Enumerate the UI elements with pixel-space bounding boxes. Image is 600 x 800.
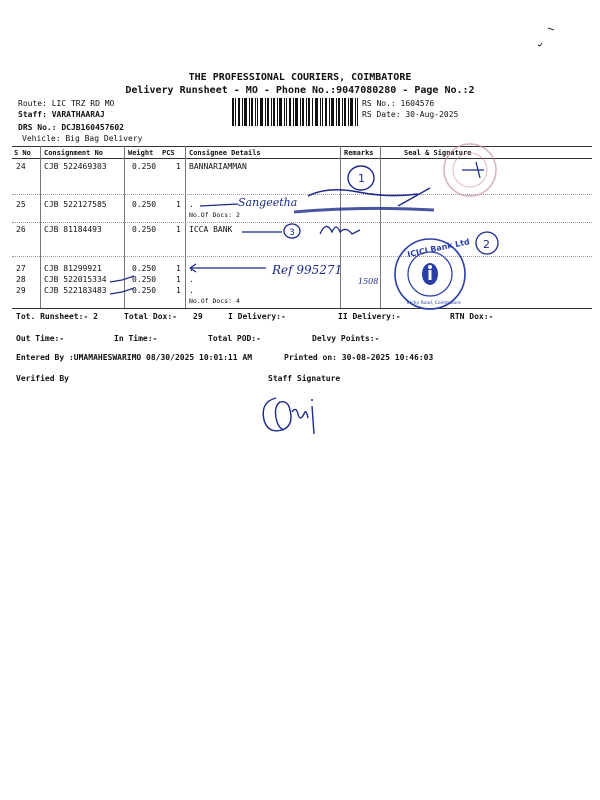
staff-signature-scribble — [258, 390, 328, 440]
drs-number: DRS No.: DCJB160457602 — [18, 123, 124, 132]
verified-by: Verified By — [16, 374, 69, 383]
row-consignment: CJB 522183483 — [44, 286, 107, 295]
runsheet-subtitle: Delivery Runsheet - MO - Phone No.:9047080280 - Page No.:2 — [125, 85, 475, 96]
row-sno: 24 — [16, 162, 26, 171]
row-weight: 0.250 — [132, 162, 157, 171]
row-sno: 28 — [16, 275, 26, 284]
col-seal: Seal & Signature — [404, 149, 472, 157]
row-weight: 0.250 — [132, 200, 157, 209]
col-weight: Weight — [128, 149, 154, 157]
rs-date: RS Date: 30-Aug-2025 — [362, 110, 459, 119]
row-consignment: CJB 522469303 — [44, 162, 107, 171]
row-sno: 27 — [16, 264, 26, 273]
row-docs-count: No.Of Docs: 2 — [189, 211, 240, 219]
row-pcs: 1 — [176, 286, 181, 295]
total-pod: Total POD:- — [208, 334, 261, 343]
seal-stamp-faint — [440, 140, 500, 200]
row-weight: 0.250 — [132, 275, 157, 284]
row26-handwriting — [238, 220, 378, 242]
row-sno: 25 — [16, 200, 26, 209]
route-label: Route: LIC TRZ RD MO — [18, 99, 115, 108]
in-time: In Time:- — [114, 334, 158, 343]
printed-on: Printed on: 30-08-2025 10:46:03 — [284, 353, 434, 362]
barcode — [232, 98, 358, 126]
col-remarks: Remarks — [344, 149, 374, 157]
row-weight: 0.250 — [132, 225, 157, 234]
row-pcs: 1 — [176, 200, 181, 209]
stamp-text: ICICI Bank Ltd — [406, 237, 471, 260]
mark-1-text: 1 — [358, 172, 365, 185]
vehicle-label: Vehicle: Big Bag Delivery — [22, 134, 143, 143]
col-consignment: Consignment No — [44, 149, 104, 157]
col-consignee: Consignee Details — [189, 149, 261, 157]
total-dox-label: Total Dox:- — [124, 312, 177, 321]
row-consignee: ICCA BANK — [189, 225, 233, 234]
row-consignment: CJB 522015334 — [44, 275, 107, 284]
tot-runsheet: Tot. Runsheet:- 2 — [16, 312, 98, 321]
row-consignee: . — [189, 286, 194, 295]
delvy-points: Delvy Points:- — [312, 334, 380, 343]
company-title: THE PROFESSIONAL COURIERS, COIMBATORE — [188, 72, 412, 83]
row28-29-checkmarks — [108, 274, 138, 298]
row-consignee: BANNARIAMMAN — [189, 162, 247, 171]
row-consignee: . — [189, 264, 194, 273]
row27-note: Ref 995271 — [272, 263, 343, 277]
circle-mark-2 — [474, 230, 500, 256]
col-pcs: PCS — [162, 149, 175, 157]
mark-3-text: 3 — [289, 228, 295, 238]
rtn-dox: RTN Dox:- — [450, 312, 494, 321]
row25-handwriting — [198, 184, 448, 218]
row-consignment: CJB 522127585 — [44, 200, 107, 209]
row-docs-count: No.Of Docs: 4 — [189, 297, 240, 305]
bank-seal-stamp — [392, 236, 471, 312]
row-sno: 29 — [16, 286, 26, 295]
row-pcs: 1 — [176, 275, 181, 284]
row-consignee: . — [189, 275, 194, 284]
i-delivery: I Delivery:- — [228, 312, 286, 321]
row-sno: 26 — [16, 225, 26, 234]
rs-number: RS No.: 1604576 — [362, 99, 435, 108]
row-consignment: CJB 81184493 — [44, 225, 102, 234]
entered-by: Entered By :UMAMAHESWARIMO 08/30/2025 10:01:11 AM — [16, 353, 253, 362]
row-weight: 0.250 — [132, 264, 157, 273]
staff-label: Staff: VARATHAARAJ — [18, 110, 105, 119]
row-consignee: . — [189, 200, 194, 209]
row-weight: 0.250 — [132, 286, 157, 295]
row27-handwriting — [186, 258, 386, 288]
row-pcs: 1 — [176, 264, 181, 273]
staff-signature-label: Staff Signature — [268, 374, 341, 383]
row27-note2: 1508 — [358, 277, 379, 286]
ii-delivery: II Delivery:- — [338, 312, 401, 321]
total-dox-value: 29 — [193, 312, 203, 321]
row-pcs: 1 — [176, 162, 181, 171]
scan-specks — [530, 20, 570, 60]
row-consignment: CJB 81299921 — [44, 264, 102, 273]
stamp-subtext: Trichy Road, Coimbatore — [406, 301, 461, 306]
row-pcs: 1 — [176, 225, 181, 234]
col-sno: S No — [14, 149, 31, 157]
row25-note: Sangeetha — [238, 196, 298, 209]
mark-2-text: 2 — [483, 238, 490, 251]
out-time: Out Time:- — [16, 334, 65, 343]
